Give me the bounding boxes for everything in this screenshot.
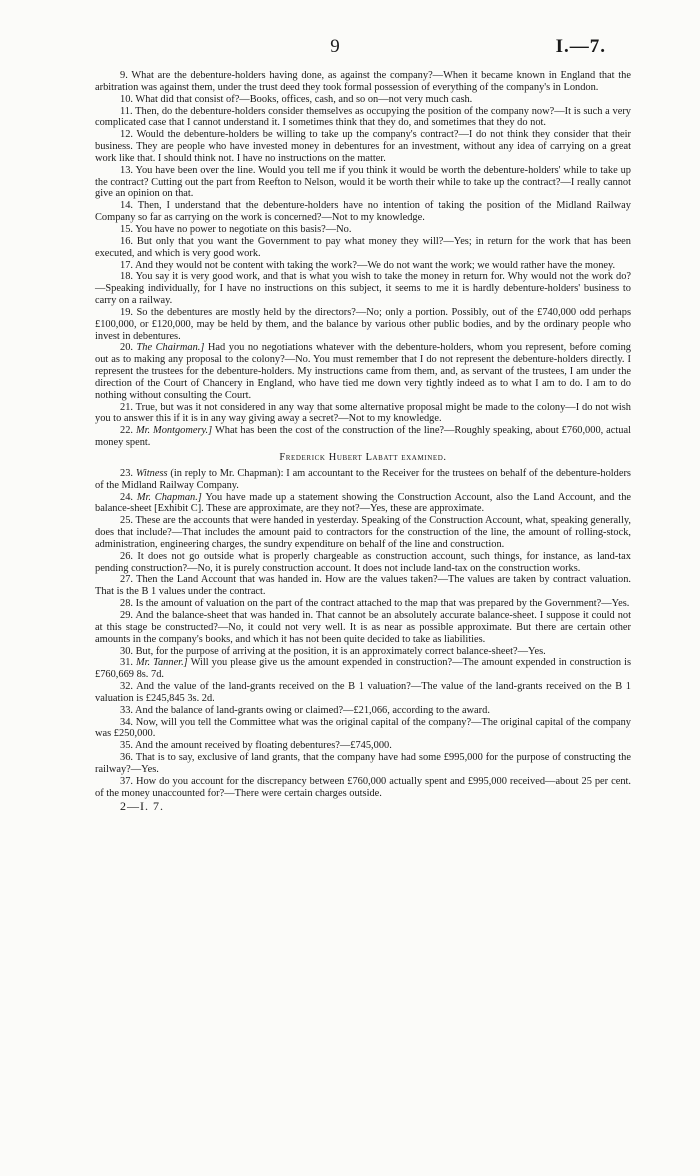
question-text: It does not go outside what is properly chargeable as construction account, such things, for instance, as land-tax pending construction?—No, it is purely construction account. It does not include land-tax on the construction works. bbox=[95, 550, 631, 574]
question-paragraph bbox=[95, 342, 631, 401]
question-text: Then the Land Account that was handed in. How are the values taken?—The values are taken by contract valuation. That is the B 1 values under the contract. bbox=[95, 574, 631, 598]
speaker-name: Mr. Chapman.] bbox=[136, 491, 202, 503]
question-number: 16. bbox=[120, 235, 133, 247]
question-text: And the value of the land-grants received on the B 1 valuation?—The value of the land-grants received on the B 1 valuation is £245,845 3s. 2d. bbox=[95, 681, 631, 704]
speaker-name: Mr. Montgomery.] bbox=[135, 425, 213, 437]
question-paragraph bbox=[95, 646, 631, 658]
question-paragraph bbox=[95, 598, 631, 610]
question-paragraph bbox=[95, 106, 631, 130]
question-text: True, but was it not considered in any way that some alternative proposal might be made to the colony—I do not wish you to answer this if it is in any way giving away a secret?—Not to my knowledge. bbox=[95, 401, 631, 425]
section-heading: Frederick Hubert Labatt examined. bbox=[279, 452, 447, 463]
question-text: Is the amount of valuation on the part of the contract attached to the map that was prepared by the Government?—Yes. bbox=[135, 598, 630, 610]
question-number: 36. bbox=[120, 752, 133, 764]
question-text: You have made up a statement showing the Construction Account, also the Land Account, and the balance-sheet [Exhibit C]. These are approximate, are they not?—Yes, these are approximate. bbox=[95, 491, 631, 515]
question-number: 27. bbox=[120, 574, 133, 586]
question-paragraph bbox=[95, 717, 631, 741]
question-number: 30. bbox=[120, 645, 133, 657]
question-text: That is to say, exclusive of land grants, that the company have had some £995,000 for the purpose of constructing the railway?—Yes. bbox=[95, 752, 631, 775]
question-number: 33. bbox=[120, 704, 133, 716]
testimony-block-1 bbox=[95, 70, 631, 449]
question-text: What has been the cost of the construction of the line?—Roughly speaking, about £760,000, actual money spent. bbox=[95, 425, 631, 449]
question-text: You have no power to negotiate on this basis?—No. bbox=[135, 223, 352, 235]
question-paragraph bbox=[95, 657, 631, 681]
question-paragraph bbox=[95, 224, 631, 236]
question-number: 26. bbox=[120, 550, 133, 562]
question-paragraph bbox=[95, 402, 631, 426]
question-number: 23. bbox=[120, 467, 133, 479]
question-number: 25. bbox=[120, 515, 133, 527]
question-number: 10. bbox=[120, 93, 133, 105]
question-paragraph bbox=[95, 200, 631, 224]
question-text: Had you no negotiations whatever with the debenture-holders, whom you represent, before coming out as to making any proposal to the colony?—No. You must remember that I do not represent the debenture-holders directly. I represent the trustees for the debenture-holders. My instructions came from them, and, as servant of the trustees, I am under the direction of the Court of Chancery in England, who have tied me down very tightly indeed as to what I am to do. I am to do nothing without consulting the Court. bbox=[95, 342, 631, 401]
question-number: 32. bbox=[120, 681, 133, 693]
page-number: 9 bbox=[330, 36, 340, 57]
question-number: 37. bbox=[120, 775, 133, 787]
speaker-name: Mr. Tanner.] bbox=[136, 657, 188, 669]
question-text: But only that you want the Government to pay what money they will?—Yes; in return for the work that has been executed, and which is very good work. bbox=[95, 235, 631, 259]
question-text: Now, will you tell the Committee what was the original capital of the company?—The original capital of the company was £250,000. bbox=[95, 716, 631, 740]
question-number: 13. bbox=[120, 164, 133, 176]
speaker-name: Witness bbox=[135, 467, 168, 479]
speaker-name: The Chairman.] bbox=[136, 342, 205, 354]
question-text: Then, do the debenture-holders consider themselves as occupying the position of the company now?—It is such a very complicated case that I cannot understand it. I sometimes think that they do, and sometimes that they do not. bbox=[95, 105, 631, 129]
question-paragraph bbox=[95, 610, 631, 646]
question-paragraph bbox=[95, 70, 631, 94]
question-number: 20. bbox=[120, 342, 133, 354]
question-text: And they would not be content with taking the work?—We do not want the work; we would rather have the money. bbox=[135, 259, 616, 271]
document-reference: I.—7. bbox=[555, 36, 606, 57]
question-number: 35. bbox=[120, 740, 133, 752]
question-number: 29. bbox=[120, 609, 133, 621]
question-number: 19. bbox=[120, 306, 133, 318]
question-text: Then, I understand that the debenture-holders have no intention of taking the position of the Midland Railway Company so far as carrying on the work is concerned?—Not to my knowledge. bbox=[95, 200, 631, 224]
question-number: 28. bbox=[120, 598, 133, 610]
question-number: 15. bbox=[120, 223, 133, 235]
question-paragraph bbox=[95, 752, 631, 776]
question-text: Would the debenture-holders be willing to take up the company's contract?—I do not think they consider that their business. They are people who have invested money in debentures for an investment, without any idea of carrying on a great work like that. I should think not. I have no instructions on the matter. bbox=[95, 129, 631, 164]
document-body bbox=[95, 70, 631, 813]
question-paragraph bbox=[95, 551, 631, 575]
question-text: You have been over the line. Would you tell me if you think it would be worth the debenture-holders' while to take up the contract? Cutting out the part from Reefton to Nelson, would it be worth their while to take up the contract?—I really cannot give an opinion on that. bbox=[95, 164, 631, 200]
question-number: 12. bbox=[120, 129, 133, 141]
question-number: 9. bbox=[120, 70, 128, 81]
question-paragraph bbox=[95, 307, 631, 343]
question-paragraph bbox=[95, 94, 631, 106]
question-paragraph bbox=[95, 468, 631, 492]
question-text: So the debentures are mostly held by the directors?—No; only a portion. Possibly, out of the £740,000 odd perhaps £100,000, or £120,000, may be held by them, and the balance by various other public bodies, and by the ordinary people who invest in debentures. bbox=[95, 306, 631, 342]
question-paragraph bbox=[95, 425, 631, 449]
question-paragraph bbox=[95, 129, 631, 165]
question-text: You say it is very good work, and that is what you wish to take the money in return for. Why would not the work do?—Speaking individually, for I have no instructions on this subject, it seems to me it is hardly debenture-holders' business to carry on a railway. bbox=[95, 271, 631, 307]
question-number: 22. bbox=[120, 425, 133, 437]
question-text: And the balance-sheet that was handed in. That cannot be an absolutely accurate balance-sheet. I suppose it could not at this stage be constructed?—No, it could not very well. It is as near as possible approximate. But there are certain other amounts in the company's books, and which it has not been quite decided to take as liabilities. bbox=[95, 609, 631, 645]
question-text: These are the accounts that were handed in yesterday. Speaking of the Construction Account, what, speaking generally, does that include?—That includes the amount paid to contractors for the construction of the line, the amount of rolling-stock, administration, engineering charges, the sundry expenditure on behalf of the line and construction. bbox=[95, 515, 631, 550]
question-paragraph bbox=[95, 492, 631, 516]
question-number: 14. bbox=[120, 200, 133, 212]
page-header bbox=[0, 36, 700, 58]
signature-mark: 2—I. 7. bbox=[120, 799, 164, 814]
question-text: What are the debenture-holders having done, as against the company?—When it became known in England that the arbitration was against them, under the trust deed they took formal possession of everything of the company's in London. bbox=[95, 70, 631, 93]
question-number: 18. bbox=[120, 271, 133, 283]
question-text: How do you account for the discrepancy between £760,000 actually spent and £995,000 received—about 25 per cent. of the money unaccounted for?—There were certain charges outside. bbox=[95, 775, 631, 799]
question-paragraph bbox=[95, 574, 631, 598]
question-text: What did that consist of?—Books, offices, cash, and so on—not very much cash. bbox=[135, 93, 473, 105]
question-number: 17. bbox=[120, 259, 133, 271]
question-number: 21. bbox=[120, 401, 133, 413]
question-paragraph bbox=[95, 236, 631, 260]
question-paragraph bbox=[95, 776, 631, 800]
question-text: And the balance of land-grants owing or claimed?—£21,066, according to the award. bbox=[135, 704, 490, 716]
question-paragraph bbox=[95, 705, 631, 717]
question-text: Will you please give us the amount expended in construction?—The amount expended in construction is £760,669 8s. 7d. bbox=[95, 657, 632, 681]
question-paragraph bbox=[95, 740, 631, 752]
question-text: But, for the purpose of arriving at the position, it is an approximately correct balance-sheet?—Yes. bbox=[135, 645, 546, 657]
question-paragraph bbox=[95, 681, 631, 705]
question-paragraph bbox=[95, 271, 631, 307]
question-number: 34. bbox=[120, 716, 133, 728]
question-text: And the amount received by floating debentures?—£745,000. bbox=[135, 740, 392, 752]
question-text: (in reply to Mr. Chapman): I am accountant to the Receiver for the trustees on behalf of the debenture-holders of the Midland Railway Company. bbox=[95, 467, 631, 491]
question-number: 11. bbox=[120, 105, 133, 117]
question-number: 31. bbox=[120, 657, 133, 669]
question-paragraph bbox=[95, 515, 631, 551]
question-paragraph bbox=[95, 165, 631, 201]
question-paragraph bbox=[95, 260, 631, 272]
question-number: 24. bbox=[120, 491, 133, 503]
testimony-block-2 bbox=[95, 468, 631, 800]
